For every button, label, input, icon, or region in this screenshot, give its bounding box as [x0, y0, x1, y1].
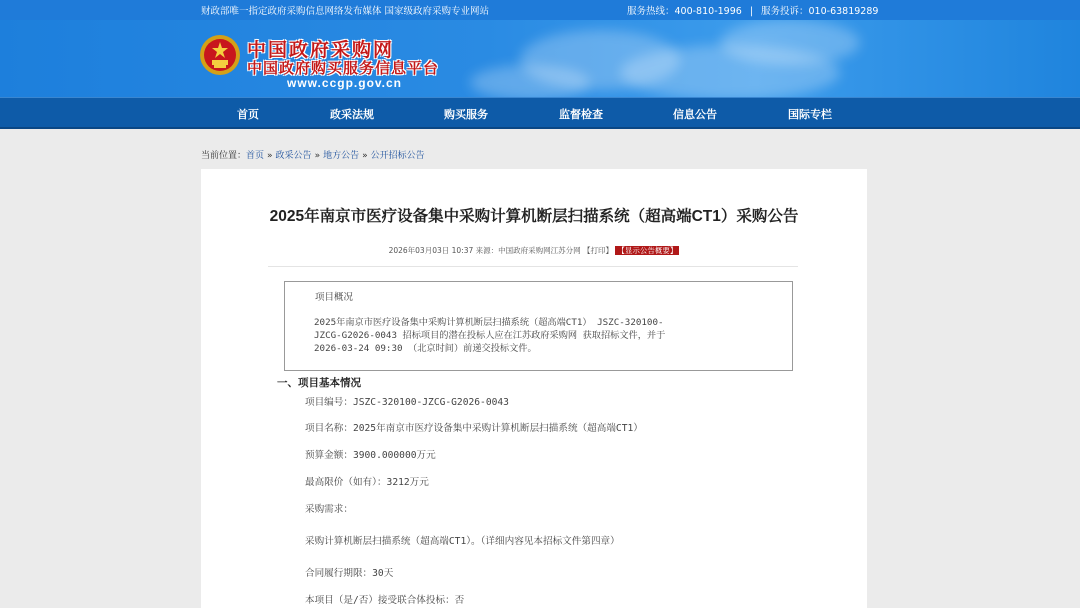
service-hotline: 服务热线：400-810-1996: [627, 6, 742, 17]
project-overview-box: [284, 281, 793, 371]
divider: [268, 266, 798, 267]
nav-item-home[interactable]: 首页: [237, 108, 259, 121]
breadcrumb-separator: »: [314, 151, 321, 161]
publish-date: 2026年03月03日 10:37: [388, 246, 474, 255]
breadcrumb-separator: »: [267, 151, 273, 161]
contact-info: [627, 3, 878, 17]
breadcrumb-prefix: 当前位置：: [201, 151, 247, 161]
overview-line: JZCG-G2026-0043 招标项目的潜在投标人应在江苏政府采购网 获取招标文件，并于: [314, 330, 666, 341]
article-source: 来源：中国政府采购网江苏分网: [475, 246, 581, 255]
breadcrumb: [201, 148, 425, 161]
breadcrumb-announcements[interactable]: 政采公告: [275, 151, 312, 161]
project-number: 项目编号：JSZC-320100-JZCG-G2026-0043: [305, 397, 509, 408]
nav-item-regulations[interactable]: 政采法规: [330, 108, 374, 121]
purchase-requirements: 采购计算机断层扫描系统（超高端CT1）。（详细内容见本招标文件第四章）: [305, 536, 620, 547]
site-banner: [0, 20, 1080, 97]
page-title: 2025年南京市医疗设备集中采购计算机断层扫描系统（超高端CT1）采购公告: [269, 208, 799, 225]
logo-url[interactable]: www.ccgp.gov.cn: [287, 76, 403, 90]
service-complaint: 服务投诉：010-63819289: [761, 6, 879, 17]
max-price: 最高限价（如有）：3212万元: [305, 477, 429, 488]
section-heading: 一、项目基本情况: [277, 377, 361, 389]
show-summary-button[interactable]: 【显示公告概要】: [617, 246, 678, 255]
breadcrumb-local[interactable]: 地方公告: [323, 151, 360, 161]
consortium-bidding: 本项目（是/否）接受联合体投标：否: [305, 595, 465, 606]
overview-line: 2025年南京市医疗设备集中采购计算机断层扫描系统（超高端CT1） JSZC-320100-: [314, 317, 664, 328]
article-panel: [201, 169, 867, 608]
logo-subtitle[interactable]: 中国政府购买服务信息平台: [247, 59, 440, 77]
contract-term: 合同履行期限：30天: [305, 568, 394, 579]
breadcrumb-home[interactable]: 首页: [246, 151, 265, 161]
print-link[interactable]: 【打印】: [583, 246, 614, 255]
overview-line: 2026-03-24 09:30 （北京时间）前递交投标文件。: [314, 343, 537, 354]
nav-item-purchase-services[interactable]: 购买服务: [444, 108, 488, 121]
budget-amount: 预算金额：3900.000000万元: [305, 450, 436, 461]
divider: |: [749, 6, 754, 17]
overview-text: [314, 316, 774, 355]
nav-item-supervision[interactable]: 监督检查: [559, 108, 603, 121]
nav-item-announcements[interactable]: 信息公告: [673, 108, 717, 121]
breadcrumb-current[interactable]: 公开招标公告: [370, 151, 425, 161]
purchase-requirements-label: 采购需求：: [305, 504, 353, 515]
nav-item-international[interactable]: 国际专栏: [788, 108, 832, 121]
national-emblem-icon[interactable]: [199, 34, 241, 76]
top-info-bar: [0, 0, 1080, 20]
site-slogan: 财政部唯一指定政府采购信息网络发布媒体 国家级政府采购专业网站: [201, 6, 490, 17]
overview-heading: 项目概况: [315, 292, 354, 303]
main-nav: [0, 97, 1080, 129]
project-name: 项目名称：2025年南京市医疗设备集中采购计算机断层扫描系统（超高端CT1）: [305, 423, 643, 434]
article-meta: [201, 245, 867, 256]
breadcrumb-separator: »: [362, 151, 368, 161]
logo-title[interactable]: 中国政府采购网: [247, 39, 395, 61]
